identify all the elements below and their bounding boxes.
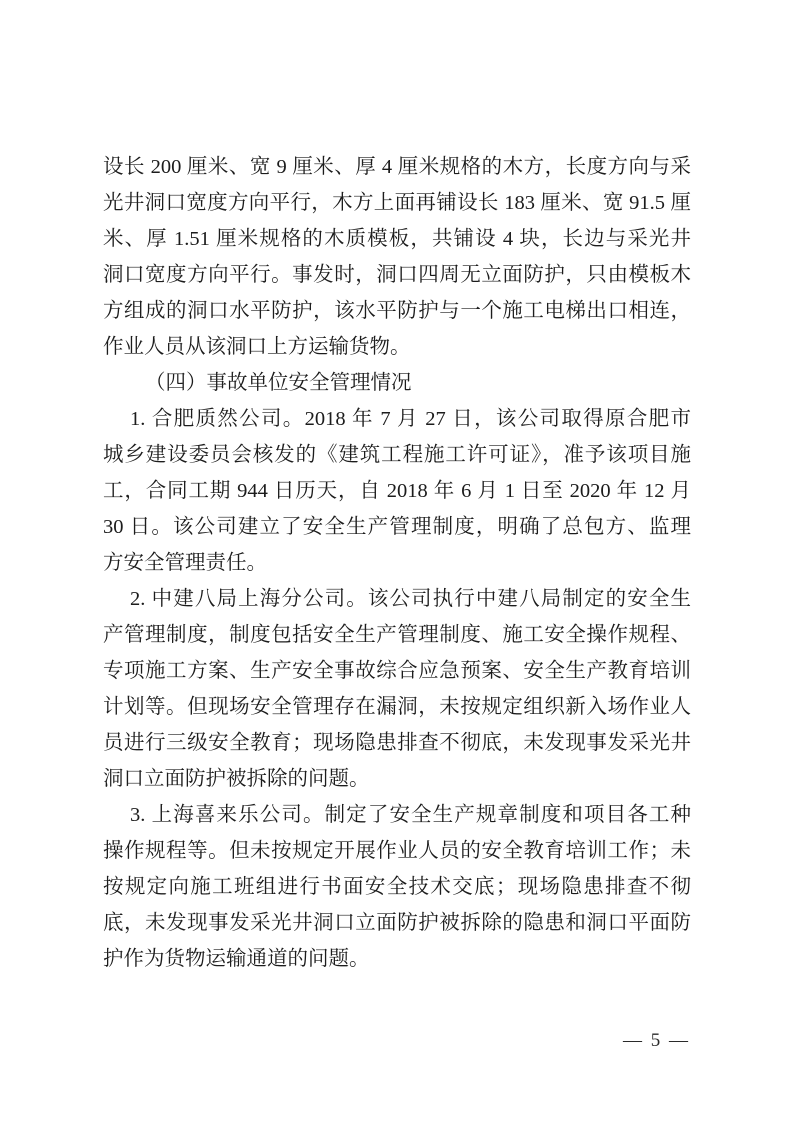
text-line: 专项施工方案、生产安全事故综合应急预案、安全生产教育培训: [103, 660, 691, 682]
section-heading: （四）事故单位安全管理情况: [145, 372, 412, 394]
text-line: 产管理制度，制度包括安全生产管理制度、施工安全操作规程、: [103, 624, 691, 646]
body-text: [103, 149, 691, 977]
text-line: 2. 中建八局上海分公司。该公司执行中建八局制定的安全生: [130, 588, 691, 610]
text-line: 操作规程等。但未按规定开展作业人员的安全教育培训工作；未: [103, 840, 691, 862]
page-number: — 5 —: [623, 1030, 690, 1051]
text-line: 员进行三级安全教育；现场隐患排查不彻底，未发现事发采光井: [103, 732, 691, 754]
text-line: 计划等。但现场安全管理存在漏洞，未按规定组织新入场作业人: [103, 696, 691, 718]
text-line: 工，合同工期 944 日历天，自 2018 年 6 月 1 日至 2020 年 12 月: [103, 480, 691, 502]
text-line: 洞口立面防护被拆除的问题。: [103, 768, 370, 790]
text-line: 1. 合肥质然公司。2018 年 7 月 27 日，该公司取得原合肥市: [130, 408, 691, 430]
text-line: 方组成的洞口水平防护，该水平防护与一个施工电梯出口相连，: [103, 300, 691, 322]
text-line: 设长 200 厘米、宽 9 厘米、厚 4 厘米规格的木方，长度方向与采: [103, 156, 691, 178]
text-line: 3. 上海喜来乐公司。制定了安全生产规章制度和项目各工种: [130, 804, 691, 826]
text-line: 方安全管理责任。: [103, 552, 267, 574]
text-line: 30 日。该公司建立了安全生产管理制度，明确了总包方、监理: [103, 516, 691, 538]
text-line: 洞口宽度方向平行。事发时，洞口四周无立面防护，只由模板木: [103, 264, 691, 286]
text-line: 光井洞口宽度方向平行，木方上面再铺设长 183 厘米、宽 91.5 厘: [103, 192, 691, 214]
text-line: 米、厚 1.51 厘米规格的木质模板，共铺设 4 块，长边与采光井: [103, 228, 691, 250]
text-line: 作业人员从该洞口上方运输货物。: [103, 336, 411, 358]
text-line: 按规定向施工班组进行书面安全技术交底；现场隐患排查不彻: [103, 876, 691, 898]
text-line: 底，未发现事发采光井洞口立面防护被拆除的隐患和洞口平面防: [103, 912, 691, 934]
text-line: 城乡建设委员会核发的《建筑工程施工许可证》，准予该项目施: [103, 444, 691, 466]
text-line: 护作为货物运输通道的问题。: [103, 948, 370, 970]
